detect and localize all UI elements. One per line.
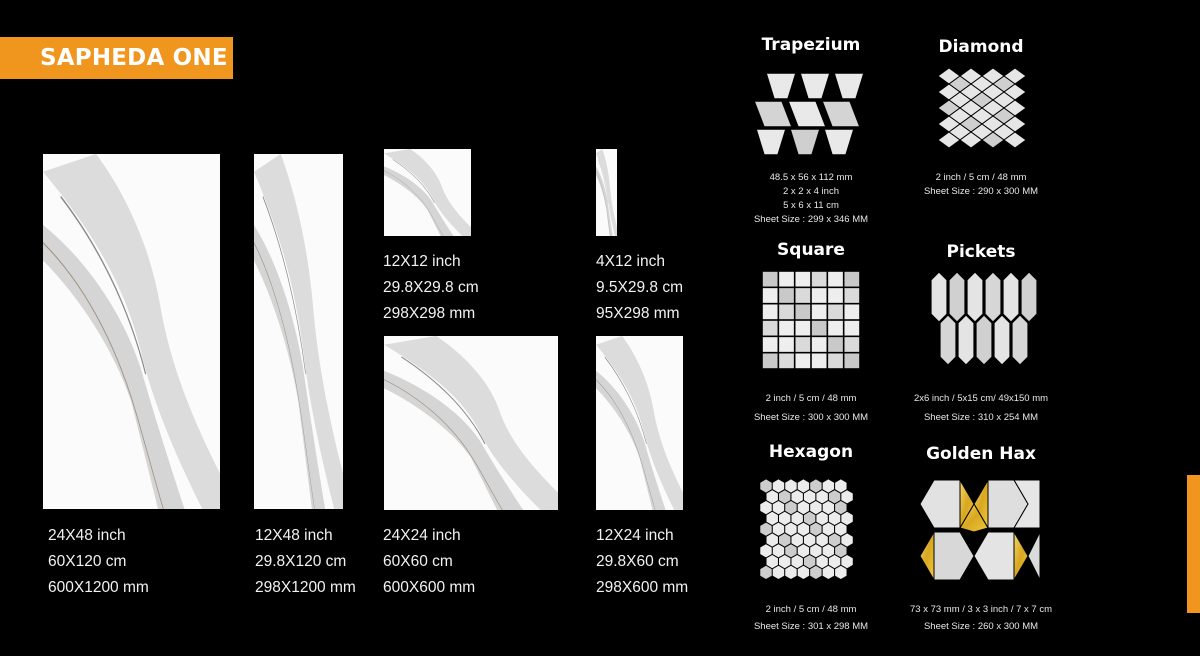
slab-24x48-specs: [48, 523, 149, 601]
mosaic-trapezium-title: Trapezium: [761, 35, 861, 55]
spec-line: 2 x 2 x 4 inch: [783, 186, 839, 197]
spec-line: 24X24 inch: [383, 527, 461, 544]
spec-line: 2 inch / 5 cm / 48 mm: [765, 393, 857, 404]
slab-4x12-image: [596, 149, 617, 236]
slab-12x24-specs: [596, 523, 688, 601]
spec-line: 12X24 inch: [596, 527, 674, 544]
slab-24x24-image: [384, 336, 558, 510]
mosaic-golden-hax-specs: [896, 601, 1066, 635]
spec-line: Sheet Size : 301 x 298 MM: [753, 621, 869, 632]
spec-line: 29.8X120 cm: [255, 553, 347, 570]
mosaic-diamond-image: [938, 68, 1028, 158]
spec-line: 48.5 x 56 x 112 mm: [769, 172, 853, 183]
side-accent-tab: [1187, 475, 1200, 613]
spec-line: 298X1200 mm: [255, 579, 356, 596]
mosaic-diamond-title: Diamond: [938, 37, 1024, 57]
mosaic-diamond-specs: [896, 171, 1066, 199]
mosaic-hexagon-specs: [726, 601, 896, 635]
slab-12x24-image: [596, 336, 683, 510]
spec-line: Sheet Size : 299 x 346 MM: [753, 214, 869, 225]
mosaic-pickets-image: [931, 272, 1039, 367]
spec-line: 2 inch / 5 cm / 48 mm: [935, 172, 1027, 183]
spec-line: 29.8X60 cm: [596, 553, 679, 570]
slab-24x48-image: [43, 154, 220, 509]
mosaic-pickets-title: Pickets: [946, 242, 1016, 262]
spec-line: 29.8X29.8 cm: [383, 279, 479, 296]
mosaic-square-specs: [726, 389, 896, 427]
spec-line: 24X48 inch: [48, 527, 126, 544]
slab-12x12-specs: [383, 249, 479, 327]
mosaic-trapezium-image: [752, 71, 868, 157]
spec-line: 2x6 inch / 5x15 cm/ 49x150 mm: [913, 393, 1049, 404]
spec-line: 12X48 inch: [255, 527, 333, 544]
brand-title: SAPHEDA ONE: [40, 45, 228, 71]
mosaic-golden-hax-image: [920, 480, 1040, 580]
mosaic-pickets-specs: [896, 389, 1066, 427]
slab-4x12-specs: [596, 249, 683, 327]
spec-line: 9.5X29.8 cm: [596, 279, 684, 296]
mosaic-trapezium-specs: [726, 171, 896, 227]
spec-line: 600X1200 mm: [48, 579, 149, 596]
spec-line: 4X12 inch: [596, 253, 665, 270]
slab-24x24-specs: [383, 523, 475, 601]
spec-line: Sheet Size : 300 x 300 MM: [753, 412, 869, 423]
spec-line: 2 inch / 5 cm / 48 mm: [765, 604, 857, 615]
spec-line: 60X60 cm: [383, 553, 453, 570]
slab-12x48-image: [254, 154, 343, 509]
spec-line: 298X600 mm: [596, 579, 689, 596]
spec-line: Sheet Size : 310 x 254 MM: [923, 412, 1039, 423]
mosaic-hexagon-title: Hexagon: [768, 442, 854, 462]
spec-line: 60X120 cm: [48, 553, 127, 570]
brand-banner: [0, 37, 233, 79]
mosaic-square-title: Square: [777, 240, 845, 260]
slab-12x48-specs: [255, 523, 356, 601]
mosaic-hexagon-image: [758, 478, 864, 582]
spec-line: Sheet Size : 290 x 300 MM: [923, 186, 1039, 197]
spec-line: 600X600 mm: [383, 579, 476, 596]
spec-line: 12X12 inch: [383, 253, 461, 270]
mosaic-square-image: [762, 271, 860, 369]
spec-line: 5 x 6 x 11 cm: [783, 200, 839, 211]
slab-12x12-image: [384, 149, 471, 236]
spec-line: 73 x 73 mm / 3 x 3 inch / 7 x 7 cm: [909, 604, 1053, 615]
spec-line: Sheet Size : 260 x 300 MM: [923, 621, 1039, 632]
mosaic-golden-hax-title: Golden Hax: [926, 444, 1036, 464]
spec-line: 298X298 mm: [383, 305, 476, 322]
spec-line: 95X298 mm: [596, 305, 680, 322]
